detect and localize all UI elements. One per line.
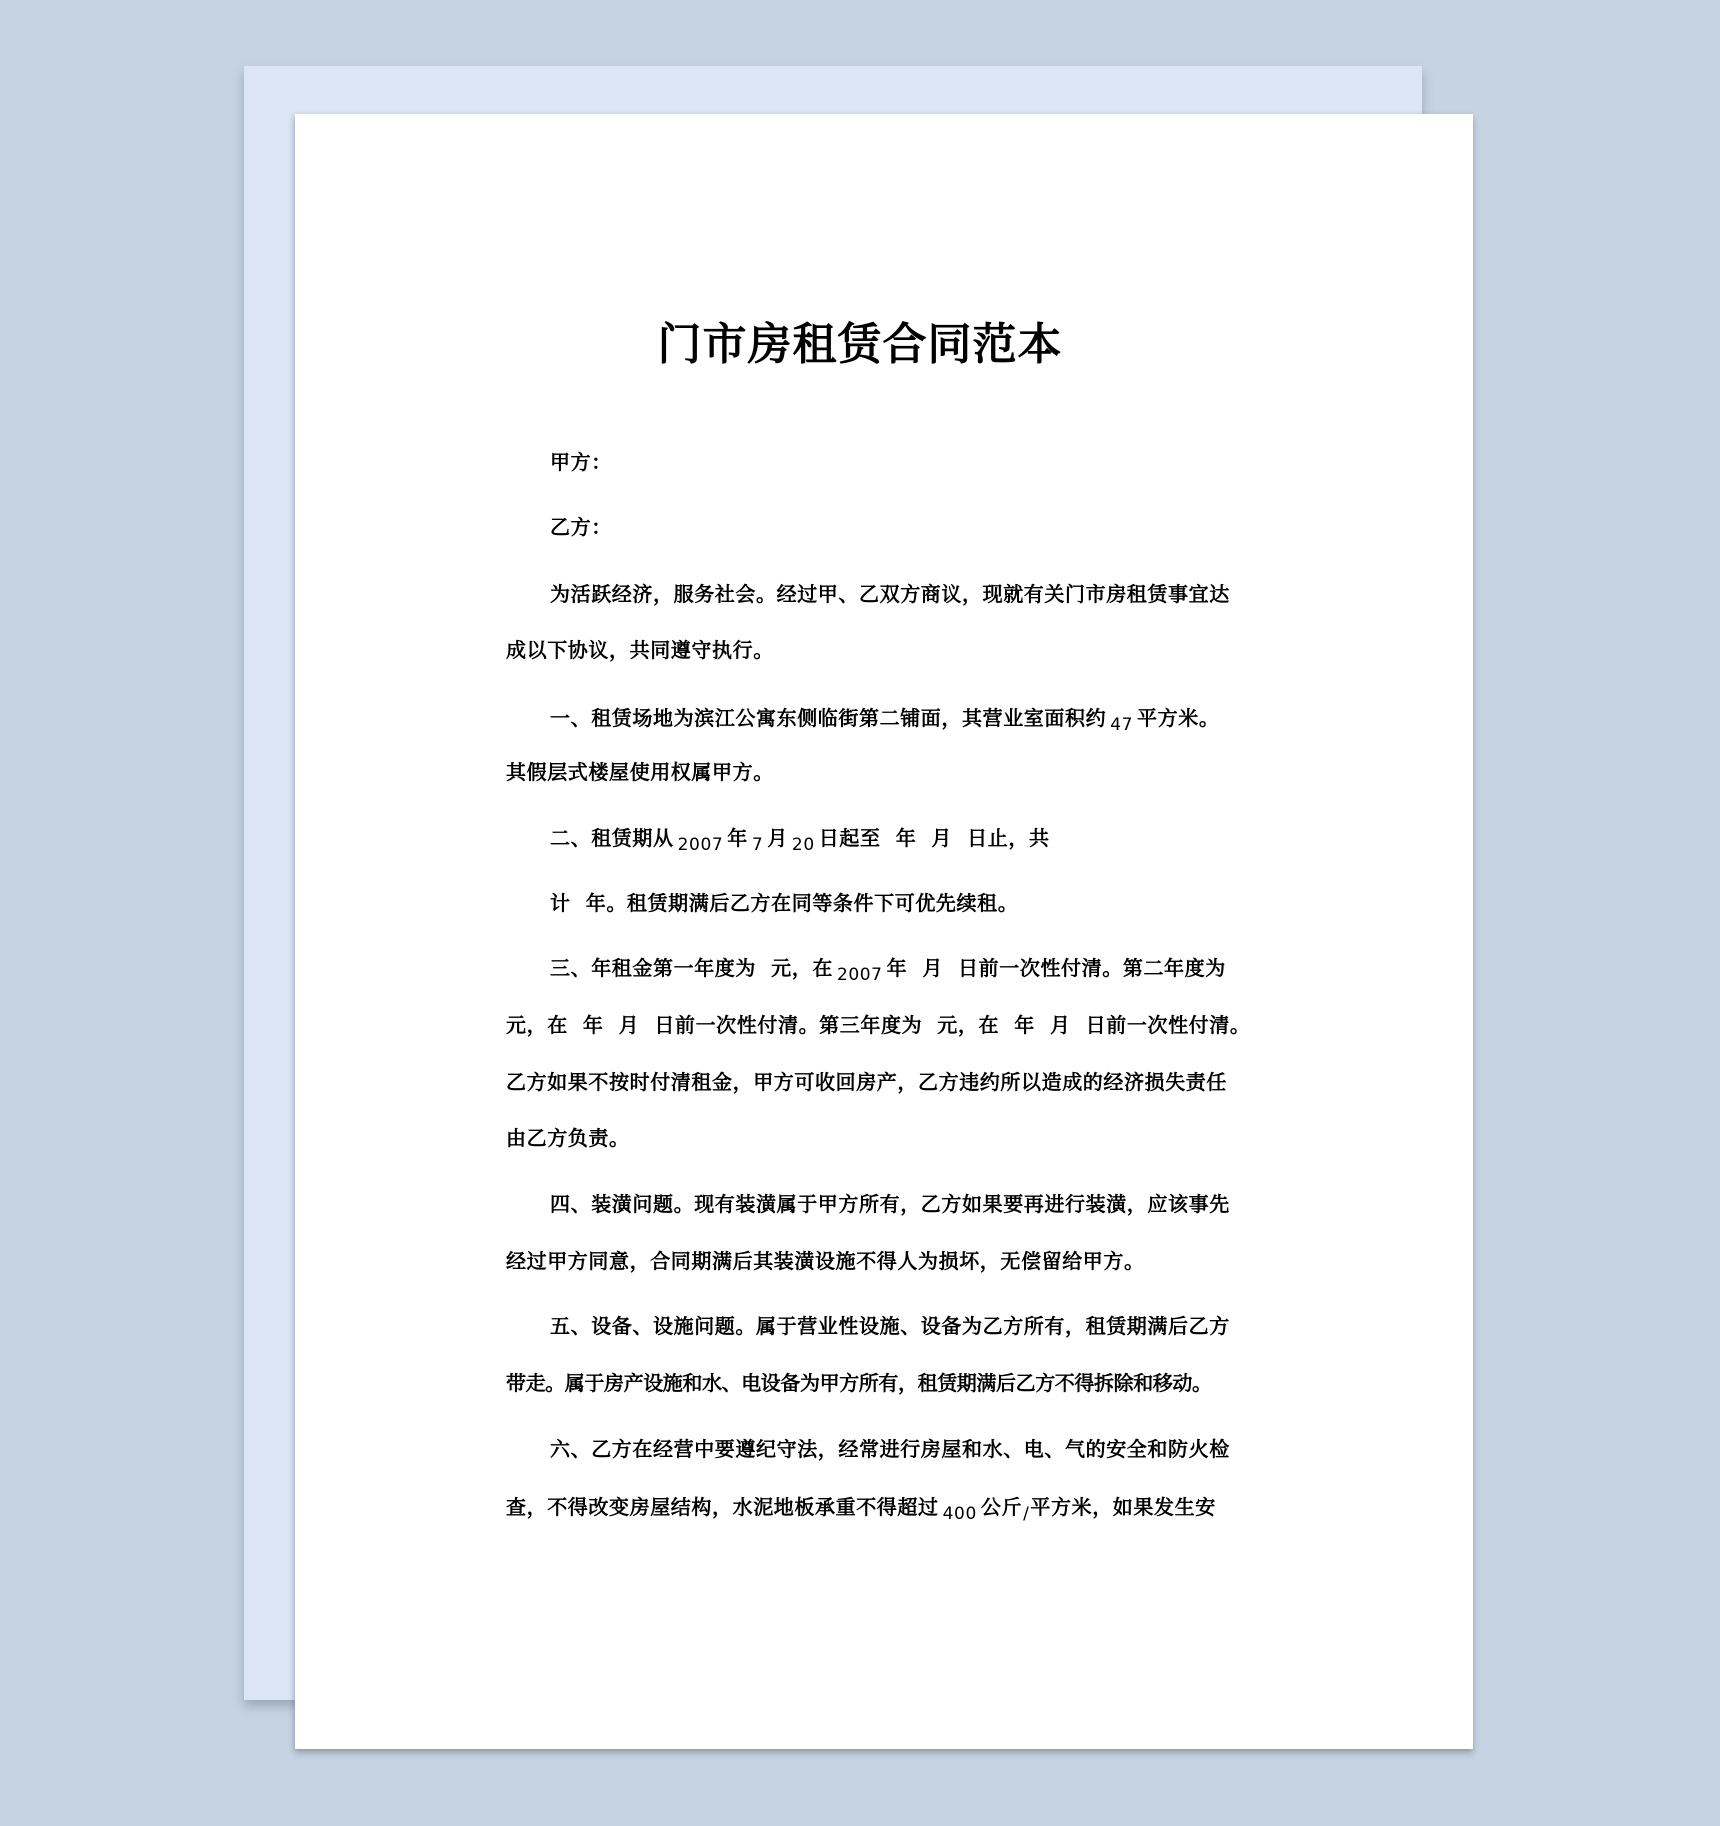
- clause-2-line-2: 计 年。租赁期满后乙方在同等条件下可优先续租。: [550, 891, 1019, 915]
- intro-line-1: 为活跃经济，服务社会。经过甲、乙双方商议，现就有关门市房租赁事宜达: [550, 582, 1230, 606]
- clause-1-text-b: 平方米。: [1137, 706, 1220, 730]
- clause-4-line-1: 四、装潢问题。现有装潢属于甲方所有，乙方如果要再进行装潢，应该事先: [550, 1192, 1230, 1216]
- clause-3-line-3: 乙方如果不按时付清租金，甲方可收回房产，乙方违约所以造成的经济损失责任: [506, 1070, 1227, 1094]
- clause-6-text-c: 平方米，如果发生安: [1030, 1495, 1216, 1519]
- clause-1-line-1: [550, 703, 1219, 735]
- clause-5-line-1: 五、设备、设施问题。属于营业性设施、设备为乙方所有，租赁期满后乙方: [550, 1314, 1230, 1338]
- party-b-label: 乙方：: [550, 515, 612, 539]
- start-month-value: 7: [751, 835, 764, 855]
- clause-6-line-1: 六、乙方在经营中要遵纪守法，经常进行房屋和水、电、气的安全和防火检: [550, 1437, 1230, 1461]
- clause-3-line-1: [550, 953, 1226, 985]
- start-day-value: 20: [791, 835, 815, 855]
- clause-6-line-2: [506, 1492, 1216, 1524]
- clause-2-text-c: 月: [767, 826, 788, 850]
- clause-6-text-a: 查，不得改变房屋结构，水泥地板承重不得超过: [506, 1495, 939, 1519]
- clause-1-line-2: 其假层式楼屋使用权属甲方。: [506, 760, 774, 784]
- intro-line-2: 成以下协议，共同遵守执行。: [506, 638, 774, 662]
- clause-6-text-b: 公斤: [980, 1495, 1023, 1519]
- load-limit-value: 400: [942, 1504, 977, 1524]
- clause-3-line-4: 由乙方负责。: [506, 1126, 630, 1150]
- document-title: 门市房租赁合同范本: [657, 319, 1063, 370]
- clause-5-line-2: 带走。属于房产设施和水、电设备为甲方所有，租赁期满后乙方不得拆除和移动。: [506, 1371, 1212, 1395]
- clause-3-text-b: 年 月 日前一次性付清。第二年度为: [886, 956, 1226, 980]
- area-value: 47: [1110, 715, 1134, 735]
- clause-2-text-b: 年: [727, 826, 748, 850]
- clause-2-text-d: 日起至 年 月 日止，共: [818, 826, 1050, 850]
- party-a-label: 甲方：: [550, 450, 612, 474]
- clause-3-line-2: 元，在 年 月 日前一次性付清。第三年度为 元，在 年 月 日前一次性付清。: [506, 1013, 1251, 1037]
- slash-separator: /: [1023, 1504, 1030, 1524]
- clause-3-text-a: 三、年租金第一年度为 元，在: [550, 956, 833, 980]
- clause-2-text-a: 二、租赁期从: [550, 826, 674, 850]
- clause-1-text-a: 一、租赁场地为滨江公寓东侧临街第二铺面，其营业室面积约: [550, 706, 1107, 730]
- payment-year-value: 2007: [836, 965, 883, 985]
- clause-2-line-1: [550, 823, 1050, 855]
- clause-4-line-2: 经过甲方同意，合同期满后其装潢设施不得人为损坏，无偿留给甲方。: [506, 1249, 1145, 1273]
- start-year-value: 2007: [677, 835, 724, 855]
